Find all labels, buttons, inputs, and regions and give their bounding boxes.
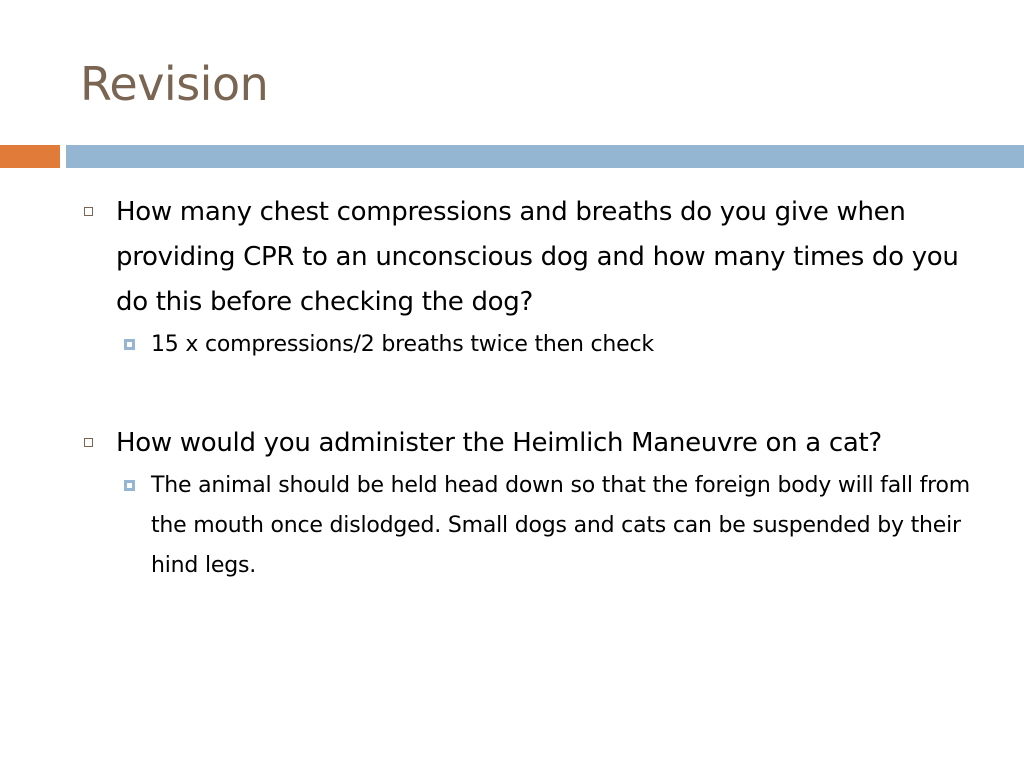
sub-bullet-item (80, 466, 980, 586)
filled-square-bullet-icon (124, 339, 135, 350)
accent-bar-blue (66, 145, 1024, 168)
sub-bullet-answer: 15 x compressions/2 breaths twice then check (151, 332, 654, 357)
bullet-item (80, 421, 980, 586)
hollow-square-bullet-icon (84, 207, 93, 216)
filled-square-bullet-icon (124, 480, 135, 491)
hollow-square-bullet-icon (84, 438, 93, 447)
sub-bullet-answer: The animal should be held head down so that the foreign body will fall from the mouth once dislodged. Small dogs and cats can be suspended by their hind legs. (151, 473, 971, 578)
bullet-question: How many chest compressions and breaths do you give when providing CPR to an unconscious dog and how many times do you do this before checking the dog? (116, 197, 959, 317)
bullet-question: How would you administer the Heimlich Maneuvre on a cat? (116, 428, 882, 458)
bullet-item (80, 190, 980, 365)
slide-title: Revision (80, 57, 269, 111)
slide-body (80, 190, 980, 586)
sub-bullet-item (80, 325, 980, 365)
accent-bar-orange (0, 145, 60, 168)
